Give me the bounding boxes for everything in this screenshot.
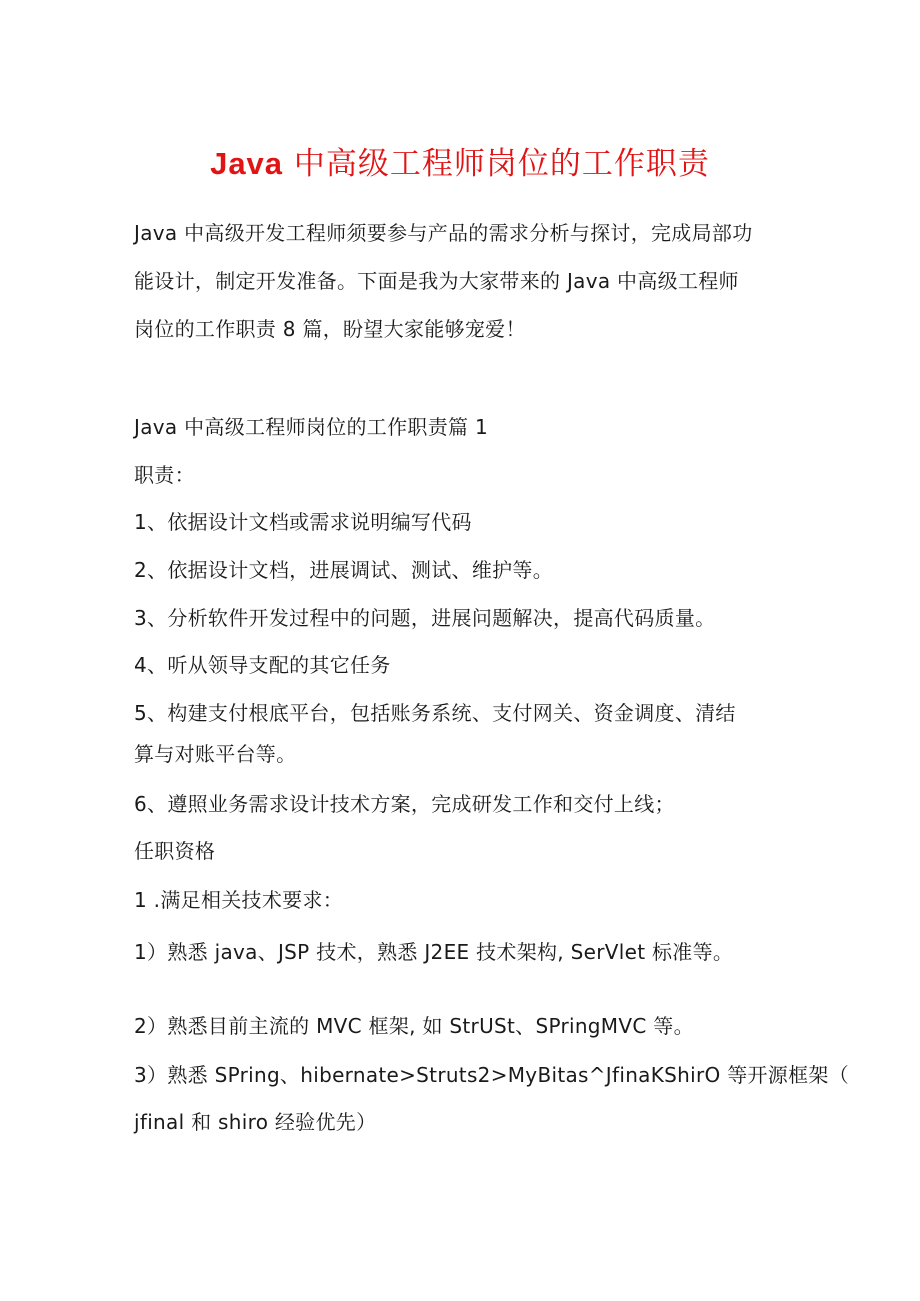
duty-item-5: 5、构建支付根底平台，包括账务系统、支付网关、资金调度、清结 — [134, 701, 736, 725]
intro-line-1: Java 中高级开发工程师须要参与产品的需求分析与探讨，完成局部功 — [134, 221, 753, 245]
duty-item-4: 4、听从领导支配的其它任务 — [134, 653, 391, 677]
duty-item-6: 6、遵照业务需求设计技术方案，完成研发工作和交付上线； — [134, 792, 675, 816]
section-heading: Java 中高级工程师岗位的工作职责篇 1 — [134, 415, 488, 439]
intro-line-3: 岗位的工作职责 8 篇，盼望大家能够宠爱！ — [134, 317, 526, 341]
duty-item-1: 1、依据设计文档或需求说明编写代码 — [134, 510, 472, 534]
duty-item-3: 3、分析软件开发过程中的问题，进展问题解决，提高代码质量。 — [134, 606, 716, 630]
title-cjk-part: 中高级工程师岗位的工作职责 — [283, 146, 710, 182]
qualification-item-1: 1 .满足相关技术要求： — [134, 888, 344, 912]
duties-label: 职责： — [134, 463, 195, 487]
qualification-item-4-cont: jfinal 和 shiro 经验优先） — [134, 1110, 377, 1134]
qualification-item-4: 3）熟悉 SPring、hibernate>Struts2>MyBitas^JfinaKShirO 等开源框架（ — [134, 1063, 849, 1087]
qualifications-label: 任职资格 — [134, 839, 216, 863]
qualification-item-2: 1）熟悉 java、JSP 技术，熟悉 J2EE 技术架构, SerVlet 标准等。 — [134, 940, 734, 964]
intro-line-2: 能设计，制定开发准备。下面是我为大家带来的 Java 中高级工程师 — [134, 269, 739, 293]
document-title — [0, 138, 920, 183]
qualification-item-3: 2）熟悉目前主流的 MVC 框架, 如 StrUSt、SPringMVC 等。 — [134, 1014, 694, 1038]
duty-item-5-cont: 算与对账平台等。 — [134, 742, 297, 766]
duty-item-2: 2、依据设计文档，进展调试、测试、维护等。 — [134, 558, 554, 582]
title-latin-part: Java — [210, 146, 284, 181]
